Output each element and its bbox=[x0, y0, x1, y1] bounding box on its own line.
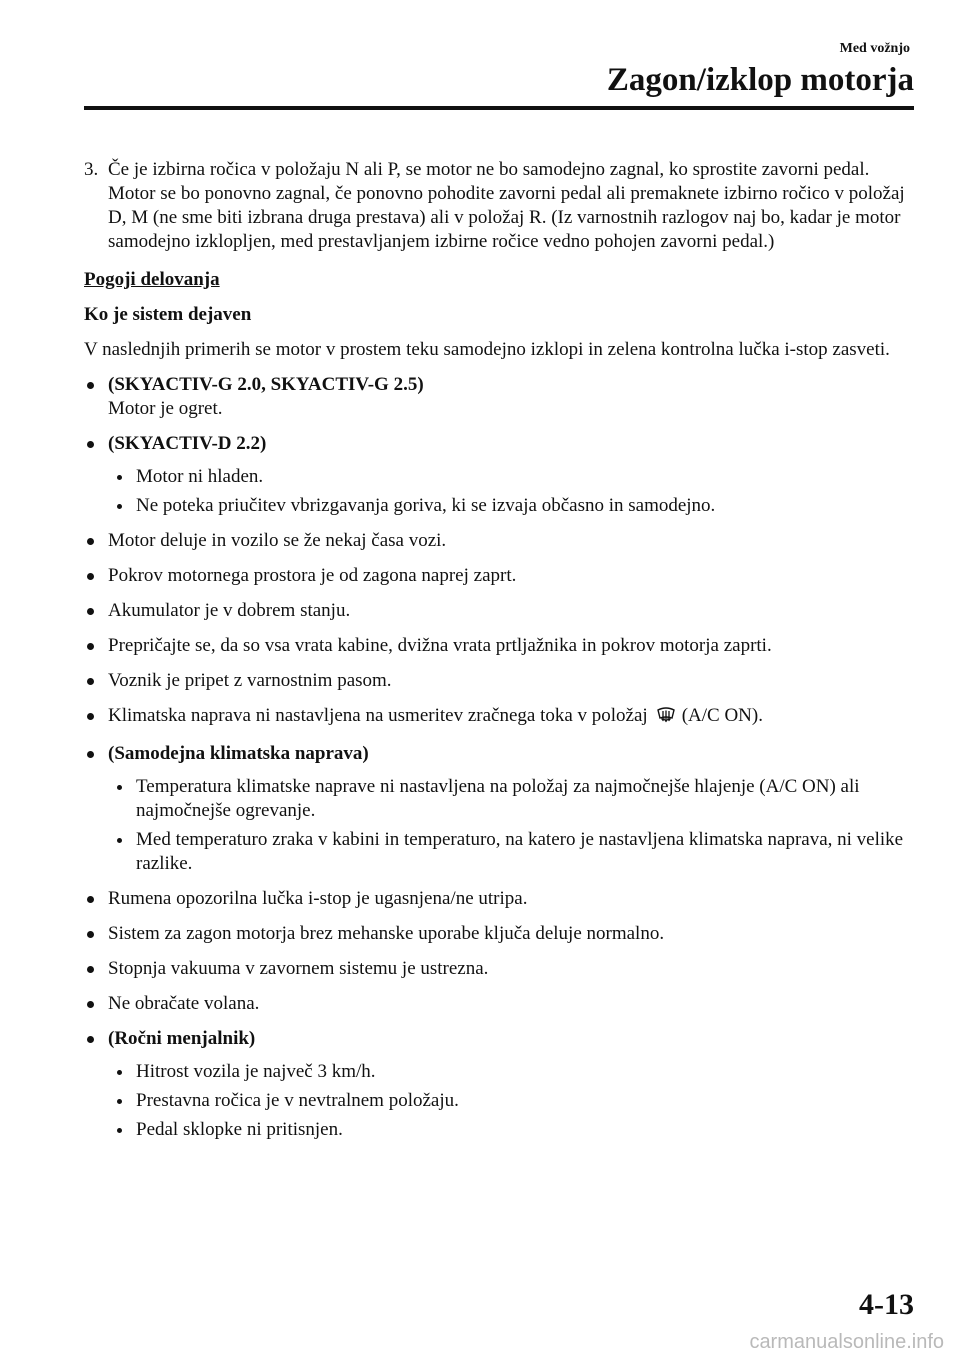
sub-item-text: Pedal sklopke ni pritisnjen. bbox=[136, 1119, 343, 1140]
list-item-text: Pokrov motornega prostora je od zagona naprej zaprt. bbox=[108, 565, 517, 586]
conditions-subheading: Ko je sistem dejaven bbox=[84, 304, 252, 325]
windshield-defrost-icon bbox=[656, 706, 676, 731]
sub-bullet-icon bbox=[117, 1070, 122, 1075]
bullet-icon bbox=[87, 441, 94, 448]
list-item-airflow bbox=[84, 704, 914, 731]
section-name: Med vožnjo bbox=[839, 41, 910, 56]
sub-item-manual-3 bbox=[84, 1118, 914, 1142]
sub-item-text: Ne poteka priučitev vbrizgavanja goriva, ki se izvaja občasno in samodejno. bbox=[136, 495, 716, 516]
gasoline-text: Motor je ogret. bbox=[108, 398, 223, 419]
list-item bbox=[84, 922, 914, 946]
sub-bullet-icon bbox=[117, 838, 122, 843]
bullet-icon bbox=[87, 1036, 94, 1043]
list-item-text: Akumulator je v dobrem stanju. bbox=[108, 600, 351, 621]
bullet-icon bbox=[87, 678, 94, 685]
list-item-text: Klimatska naprava ni nastavljena na usmeritev zračnega toka v položaj bbox=[108, 705, 648, 726]
bullet-icon bbox=[87, 931, 94, 938]
list-item-text: Sistem za zagon motorja brez mehanske uporabe ključa deluje normalno. bbox=[108, 923, 665, 944]
sub-item-text: Motor ni hladen. bbox=[136, 466, 264, 487]
sub-item-text: Hitrost vozila je največ 3 km/h. bbox=[136, 1061, 376, 1082]
list-item-diesel bbox=[84, 432, 914, 456]
list-item-text: Motor deluje in vozilo se že nekaj časa vozi. bbox=[108, 530, 447, 551]
list-item-text: Stopnja vakuuma v zavornem sistemu je ustrezna. bbox=[108, 958, 489, 979]
manual-label: (Ročni menjalnik) bbox=[108, 1028, 256, 1049]
step-number: 3. bbox=[84, 159, 99, 180]
page-header bbox=[84, 40, 914, 110]
sub-item-auto-1 bbox=[84, 775, 914, 823]
sub-item-diesel-1 bbox=[84, 465, 914, 489]
conditions-intro: V naslednjih primerih se motor v prostem teku samodejno izklopi in zelena kontrolna lučka i-stop zasveti. bbox=[84, 339, 890, 360]
bullet-icon bbox=[87, 1001, 94, 1008]
page-number: 4-13 bbox=[859, 1288, 914, 1321]
header-rule bbox=[84, 106, 914, 110]
auto-ac-label: (Samodejna klimatska naprava) bbox=[108, 743, 369, 764]
list-item-text: Prepričajte se, da so vsa vrata kabine, dvižna vrata prtljažnika in pokrov motorja zaprti. bbox=[108, 635, 772, 656]
bullet-icon bbox=[87, 643, 94, 650]
bullet-icon bbox=[87, 713, 94, 720]
page-content bbox=[84, 158, 914, 1142]
bullet-icon bbox=[87, 573, 94, 580]
step-text: Če je izbirna ročica v položaju N ali P, se motor ne bo samodejno zagnal, ko sprostite zavorni pedal. Motor se bo ponovno zagnal, če ponovno pohodite zavorni pedal ali premaknete izbirno ročico v položaj D, M (ne sme biti izbrana druga prestava) ali v položaj R. (Iz varnostnih razlogov naj bo, kadar je motor samodejno izklopljen, med prestavljanjem izbirne ročice vedno pohojen zavorni pedal.) bbox=[108, 159, 905, 252]
bullet-icon bbox=[87, 382, 94, 389]
sub-item-text: Med temperaturo zraka v kabini in temperaturo, na katero je nastavljena klimatska naprava, ni velike razlike. bbox=[136, 829, 904, 874]
sub-bullet-icon bbox=[117, 1099, 122, 1104]
list-item-gasoline bbox=[84, 373, 914, 421]
list-item-text: Ne obračate volana. bbox=[108, 993, 260, 1014]
bullet-icon bbox=[87, 896, 94, 903]
list-item-auto-ac bbox=[84, 742, 914, 766]
bullet-icon bbox=[87, 751, 94, 758]
sub-item-auto-2 bbox=[84, 828, 914, 876]
list-item-text: Rumena opozorilna lučka i-stop je ugasnjena/ne utripa. bbox=[108, 888, 528, 909]
diesel-label: (SKYACTIV-D 2.2) bbox=[108, 433, 267, 454]
list-item bbox=[84, 599, 914, 623]
gasoline-label: (SKYACTIV-G 2.0, SKYACTIV-G 2.5) bbox=[108, 374, 424, 395]
list-item-manual bbox=[84, 1027, 914, 1051]
sub-bullet-icon bbox=[117, 1128, 122, 1133]
sub-bullet-icon bbox=[117, 475, 122, 480]
bullet-icon bbox=[87, 608, 94, 615]
sub-bullet-icon bbox=[117, 785, 122, 790]
sub-item-text: Temperatura klimatske naprave ni nastavljena na položaj za najmočnejše hlajenje (A/C ON) ali najmočnejše ogrevanje. bbox=[136, 776, 860, 821]
sub-bullet-icon bbox=[117, 504, 122, 509]
list-item bbox=[84, 634, 914, 658]
conditions-heading: Pogoji delovanja bbox=[84, 269, 220, 290]
step-3 bbox=[84, 158, 914, 254]
list-item bbox=[84, 887, 914, 911]
list-item bbox=[84, 564, 914, 588]
page-title: Zagon/izklop motorja bbox=[606, 62, 914, 98]
bullet-icon bbox=[87, 966, 94, 973]
list-item-text: Voznik je pripet z varnostnim pasom. bbox=[108, 670, 392, 691]
list-item bbox=[84, 529, 914, 553]
list-item bbox=[84, 957, 914, 981]
sub-item-text: Prestavna ročica je v nevtralnem položaju. bbox=[136, 1090, 459, 1111]
list-item-text: (A/C ON). bbox=[681, 705, 763, 726]
list-item bbox=[84, 992, 914, 1016]
bullet-icon bbox=[87, 538, 94, 545]
sub-item-manual-2 bbox=[84, 1089, 914, 1113]
sub-item-diesel-2 bbox=[84, 494, 914, 518]
list-item bbox=[84, 669, 914, 693]
watermark: carmanualsonline.info bbox=[749, 1331, 944, 1353]
sub-item-manual-1 bbox=[84, 1060, 914, 1084]
